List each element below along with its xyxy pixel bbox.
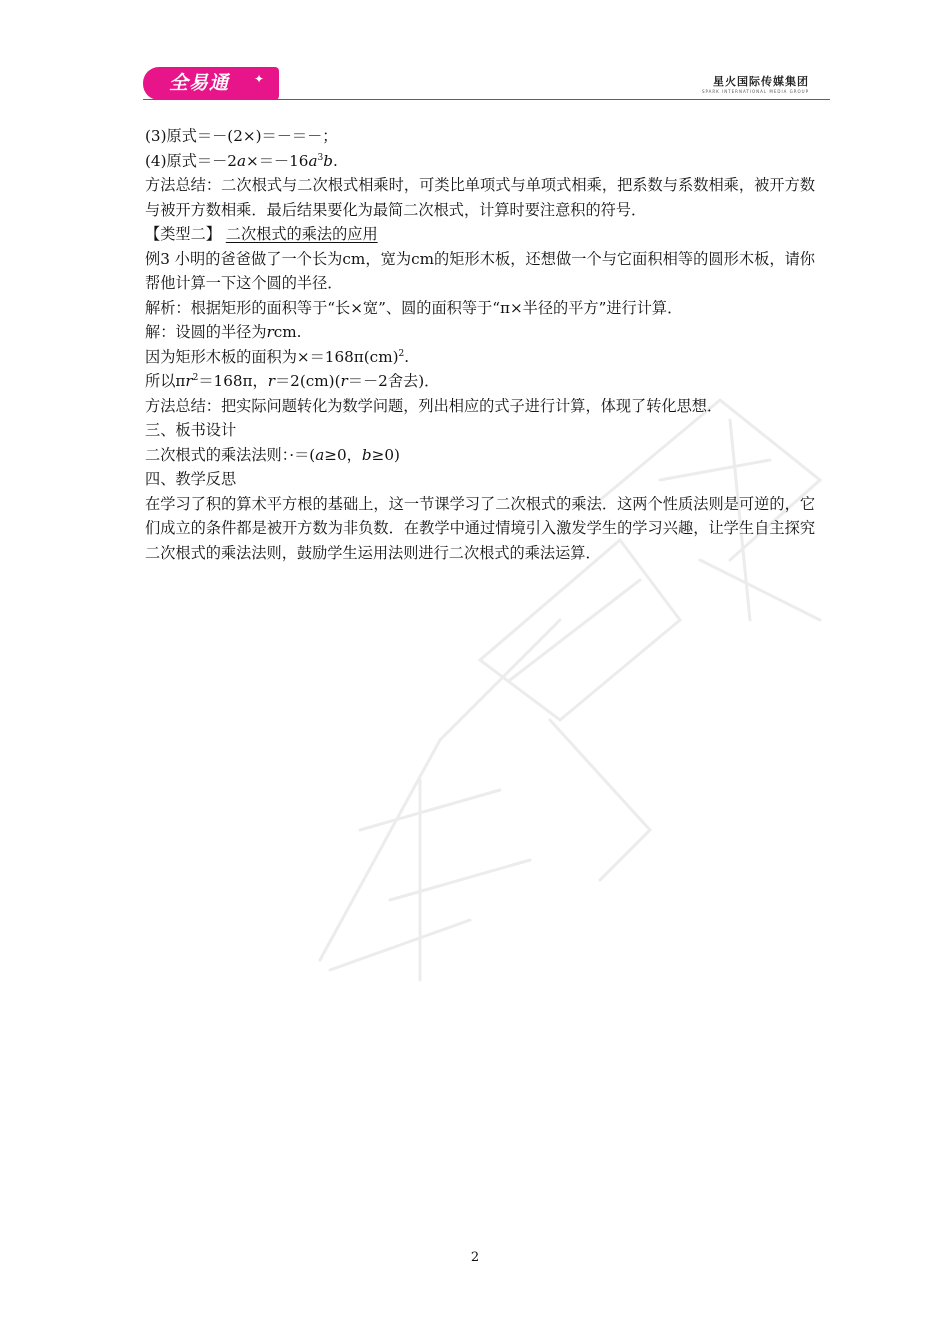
text-run: ＝2(cm)( [274,372,341,390]
rule-line [145,443,815,468]
text-run: . [404,347,410,366]
text-run: . [332,151,338,170]
method-summary-2: 方法总结：把实际问题转化为数学问题，列出相应的式子进行计算，体现了转化思想． [145,396,723,415]
text-run: ≥0， [324,445,362,464]
line-solution-3: (3)原式＝－(2×)＝－＝－； [145,127,338,145]
page-header [0,0,950,110]
exponent: 3 [317,152,324,163]
var-r: r [185,372,193,390]
text-run: (4)原式＝－2 [145,151,237,170]
var-r: r [267,372,275,390]
text-run: ×＝－16 [246,151,309,170]
var-b: b [361,445,372,464]
reflection-paragraph: 在学习了积的算术平方根的基础上，这一节课学习了二次根式的乘法．这两个性质法则是可逆的，它们成立的条件都是被开方数为非负数．在教学中通过情境引入激发学生的学习兴趣，让学生自主探究二次根式的乘法法则，鼓励学生运用法则进行二次根式的乘法运算． [145,494,815,562]
line-solution-4 [145,149,815,174]
heading-reflection: 四、教学反思 [145,470,237,488]
logo-badge [143,67,279,100]
sparkle-icon: ✦ [253,72,265,86]
exponent: 2 [398,348,405,359]
var-a: a [236,151,246,170]
page-number: 2 [470,1250,480,1265]
var-a: a [308,151,318,170]
heading-board-design: 三、板书设计 [145,421,237,439]
logo-text: 全易通 [169,72,230,94]
text-run: 解：设圆的半径为 [145,323,267,341]
var-a: a [315,445,325,464]
method-summary-1: 方法总结：二次根式与二次根式相乘时，可类比单项式与单项式相乘，把系数与系数相乘，被开方数与被开方数相乘．最后结果要化为最简二次根式，计算时要注意积的符号． [145,176,815,219]
text-run: 因为矩形木板的面积为×＝168π(cm) [145,347,399,366]
brand-name-en: SPARK INTERNATIONAL MEDIA GROUP [701,89,809,94]
text-run: ＝168π， [198,372,268,390]
analysis-line: 解析：根据矩形的面积等于“长×宽”、圆的面积等于“π×半径的平方”进行计算． [145,298,683,317]
radius-line [145,369,815,394]
text-run: 二次根式的乘法法则：·＝( [145,445,316,464]
section-type-2 [145,222,815,247]
type-label: 【类型二】 [145,225,221,243]
var-r: r [340,372,348,390]
var-r: r [266,323,274,341]
text-run: 所以π [145,372,186,390]
header-divider [143,99,830,100]
document-body [145,124,815,565]
text-run: ＝－2舍去)． [347,372,440,390]
text-run: ≥0) [371,445,400,464]
type-title: 二次根式的乘法的应用 [225,225,378,243]
area-line [145,345,815,370]
var-b: b [323,151,333,170]
text-run: cm. [273,323,302,341]
brand-name-cn: 星火国际传媒集团 [713,75,809,88]
solution-line [145,320,815,345]
exponent: 2 [192,372,199,383]
brand-mark [702,73,809,94]
example-3: 例3 小明的爸爸做了一个长为cm，宽为cm的矩形木板，还想做一个与它面积相等的圆形木板，请你帮他计算一下这个圆的半径． [145,249,815,292]
